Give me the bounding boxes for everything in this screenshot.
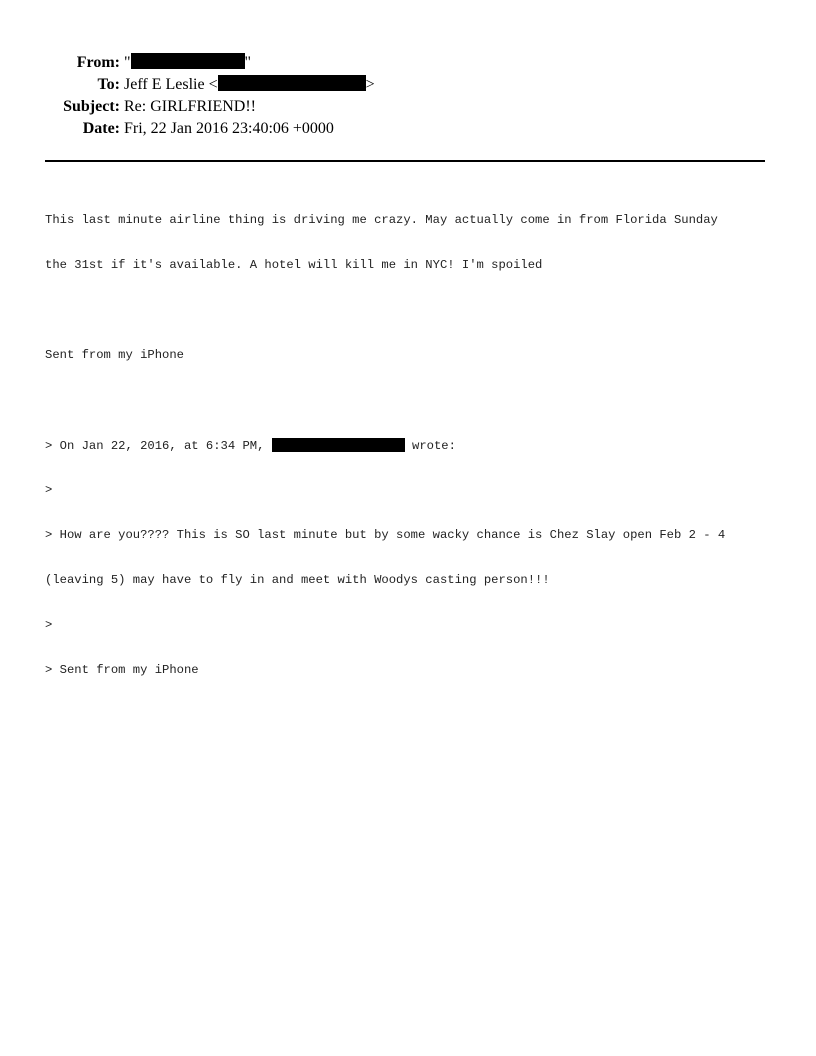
from-row bbox=[0, 52, 816, 74]
email-body bbox=[45, 183, 785, 693]
quote-intro-pre: > On Jan 22, 2016, at 6:34 PM, bbox=[45, 439, 272, 453]
quote-line: > bbox=[45, 618, 53, 632]
to-value bbox=[124, 74, 375, 96]
email-header bbox=[0, 52, 816, 140]
from-label: From: bbox=[76, 54, 120, 71]
header-divider bbox=[45, 160, 765, 162]
date-row bbox=[0, 118, 816, 140]
subject-row bbox=[0, 96, 816, 118]
quote-line: (leaving 5) may have to fly in and meet with Woodys casting person!!! bbox=[45, 573, 550, 587]
signature-line: Sent from my iPhone bbox=[45, 348, 184, 362]
quote-line: > bbox=[45, 483, 53, 497]
body-line: the 31st if it's available. A hotel will kill me in NYC! I'm spoiled bbox=[45, 258, 543, 272]
blank-line bbox=[45, 393, 785, 408]
subject-value: Re: GIRLFRIEND!! bbox=[124, 98, 256, 115]
to-close: > bbox=[365, 76, 375, 93]
subject-label: Subject: bbox=[63, 98, 120, 115]
to-label: To: bbox=[97, 76, 120, 93]
date-label: Date: bbox=[82, 120, 120, 137]
redaction-block bbox=[272, 438, 405, 452]
from-quote-close: " bbox=[244, 54, 252, 71]
quote-line: > How are you???? This is SO last minute but by some wacky chance is Chez Slay open Feb 2 - 4 bbox=[45, 528, 726, 542]
from-value bbox=[124, 52, 251, 74]
from-quote-open: " bbox=[124, 54, 131, 71]
redaction-block bbox=[218, 75, 366, 91]
to-row bbox=[0, 74, 816, 96]
to-name: Jeff E Leslie < bbox=[124, 76, 218, 93]
quote-intro-line bbox=[45, 438, 785, 453]
quote-intro-post: wrote: bbox=[404, 439, 456, 453]
blank-line bbox=[45, 303, 785, 318]
date-value: Fri, 22 Jan 2016 23:40:06 +0000 bbox=[124, 120, 334, 137]
quote-signature-line: > Sent from my iPhone bbox=[45, 663, 199, 677]
body-line: This last minute airline thing is driving me crazy. May actually come in from Florida Sunday bbox=[45, 213, 718, 227]
redaction-block bbox=[131, 53, 245, 69]
